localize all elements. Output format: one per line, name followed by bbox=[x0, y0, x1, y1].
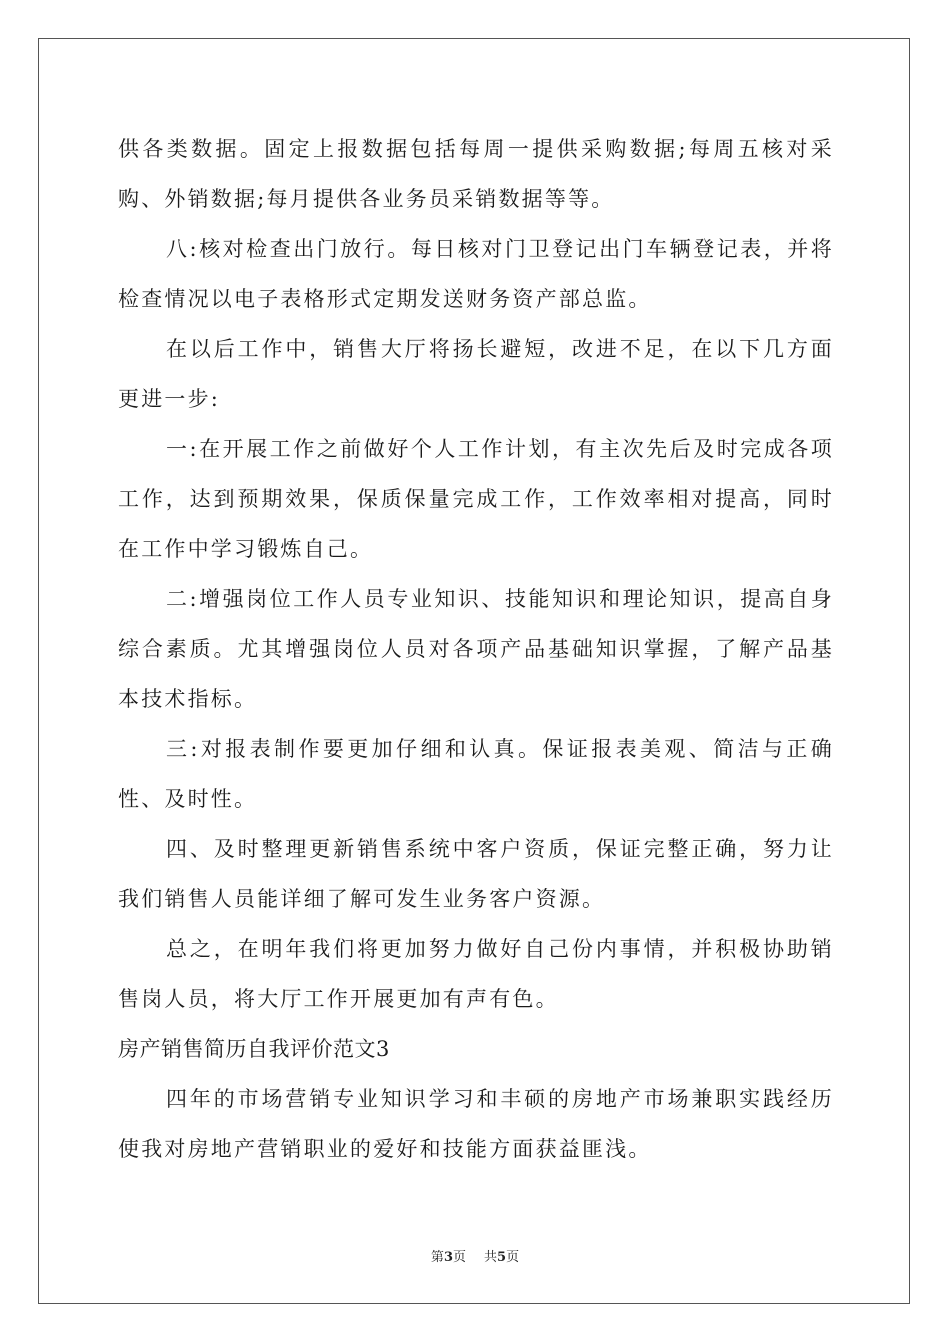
total-pages-label: 共5页 bbox=[484, 1250, 520, 1265]
paragraph-item-eight: 八:核对检查出门放行。每日核对门卫登记出门车辆登记表，并将检查情况以电子表格形式定期发送财务资产部总监。 bbox=[118, 237, 834, 311]
paragraph-future-work: 在以后工作中，销售大厅将扬长避短，改进不足，在以下几方面更进一步: bbox=[118, 337, 834, 411]
total-page-number: 5 bbox=[497, 1250, 507, 1265]
paragraph-section-intro: 四年的市场营销专业知识学习和丰硕的房地产市场兼职实践经历使我对房地产营销职业的爱好和技能方面获益匪浅。 bbox=[118, 1087, 834, 1161]
paragraph-point-four: 四、及时整理更新销售系统中客户资质，保证完整正确，努力让我们销售人员能详细了解可发生业务客户资源。 bbox=[118, 837, 834, 911]
page-number-label: 第3页 bbox=[430, 1250, 466, 1265]
section-heading: 房产销售简历自我评价范文3 bbox=[118, 1037, 390, 1061]
document-body bbox=[118, 124, 834, 1174]
paragraph-point-one: 一:在开展工作之前做好个人工作计划，有主次先后及时完成各项工作，达到预期效果，保质保量完成工作，工作效率相对提高，同时在工作中学习锻炼自己。 bbox=[118, 437, 834, 561]
paragraph-continued: 供各类数据。固定上报数据包括每周一提供采购数据;每周五核对采购、外销数据;每月提供各业务员采销数据等等。 bbox=[118, 137, 834, 211]
current-page-number: 3 bbox=[443, 1250, 453, 1265]
paragraph-conclusion: 总之，在明年我们将更加努力做好自己份内事情，并积极协助销售岗人员，将大厅工作开展更加有声有色。 bbox=[118, 937, 834, 1011]
paragraph-point-three: 三:对报表制作要更加仔细和认真。保证报表美观、简洁与正确性、及时性。 bbox=[118, 737, 834, 811]
paragraph-point-two: 二:增强岗位工作人员专业知识、技能知识和理论知识，提高自身综合素质。尤其增强岗位人员对各项产品基础知识掌握，了解产品基本技术指标。 bbox=[118, 587, 834, 711]
page-footer bbox=[0, 1246, 950, 1265]
